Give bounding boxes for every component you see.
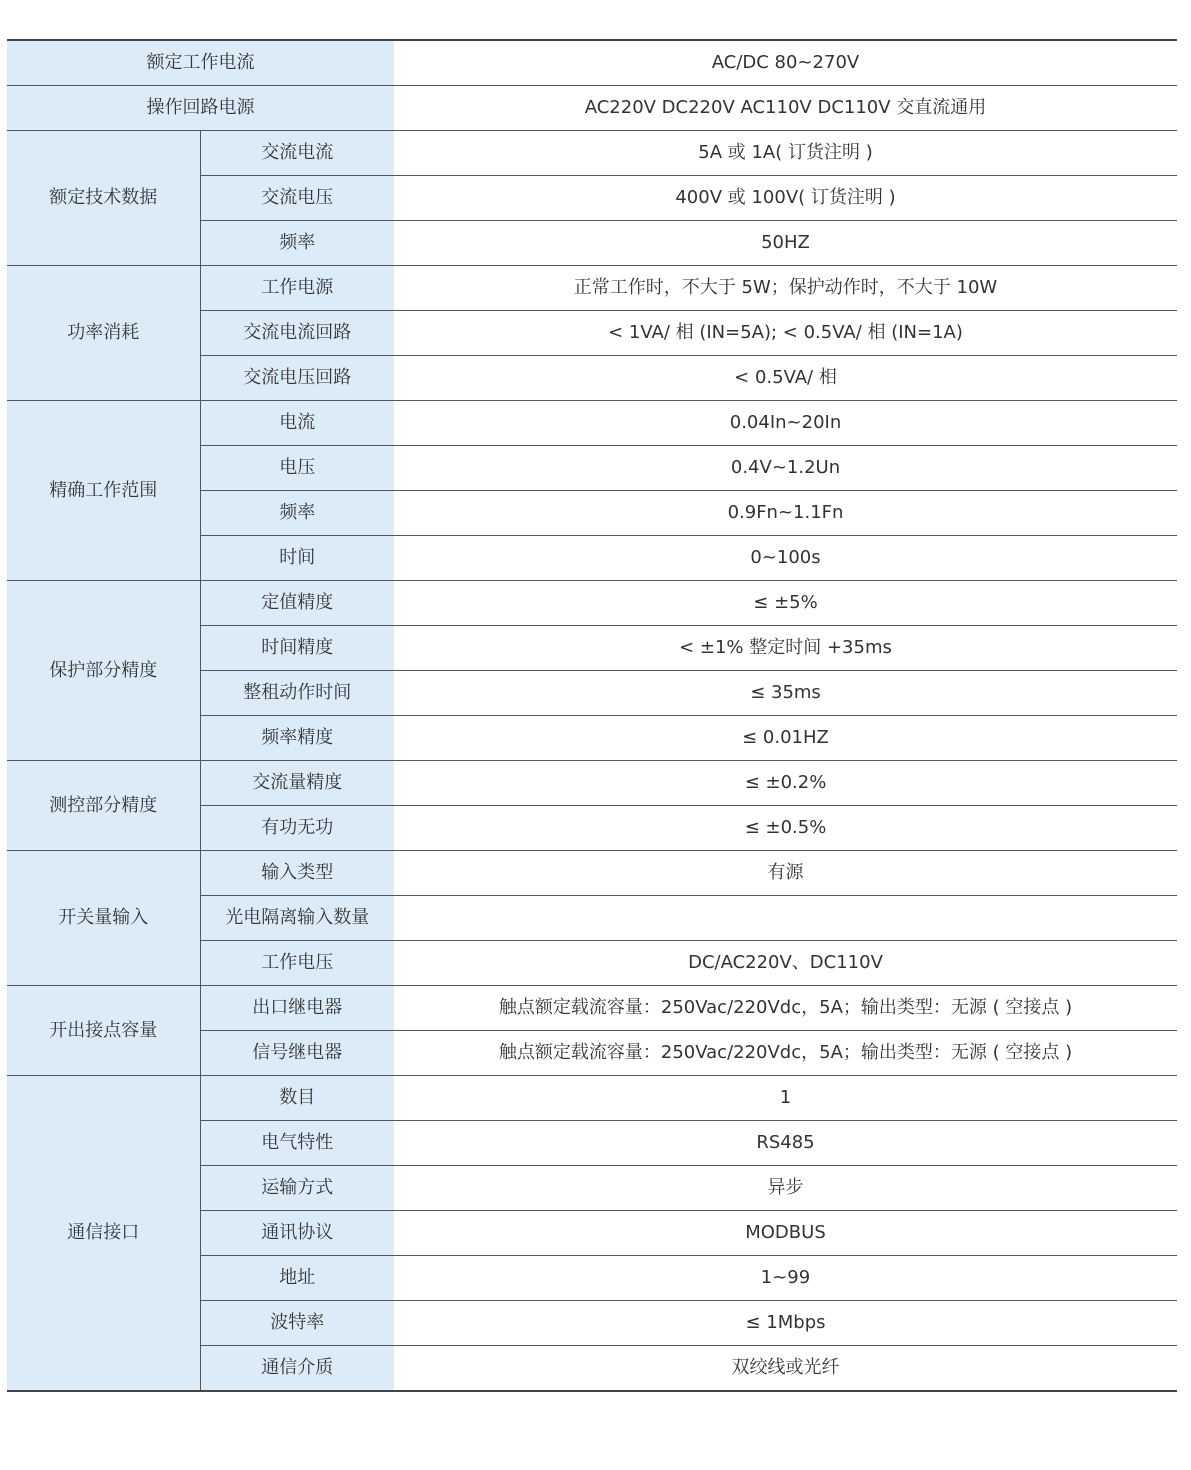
row-label: 定值精度 xyxy=(200,581,394,626)
row-value: 50HZ xyxy=(394,221,1177,266)
row-value: 5A 或 1A( 订货注明 ) xyxy=(394,131,1177,176)
row-value: AC/DC 80~270V xyxy=(394,40,1177,86)
row-value: < 0.5VA/ 相 xyxy=(394,356,1177,401)
row-value: 1 xyxy=(394,1076,1177,1121)
row-value: 1~99 xyxy=(394,1256,1177,1301)
group-title: 开出接点容量 xyxy=(7,986,200,1076)
row-value: ≤ ±0.5% xyxy=(394,806,1177,851)
row-value xyxy=(394,896,1177,941)
table-row xyxy=(7,40,1177,86)
row-value: ≤ ±0.2% xyxy=(394,761,1177,806)
group-title: 开关量输入 xyxy=(7,851,200,986)
row-label: 交流电压回路 xyxy=(200,356,394,401)
row-label: 电气特性 xyxy=(200,1121,394,1166)
row-value: AC220V DC220V AC110V DC110V 交直流通用 xyxy=(394,86,1177,131)
table-row xyxy=(7,581,1177,626)
row-label: 时间 xyxy=(200,536,394,581)
table-row xyxy=(7,851,1177,896)
row-value: 触点额定载流容量：250Vac/220Vdc，5A；输出类型：无源 ( 空接点 ) xyxy=(394,1031,1177,1076)
row-value: 0.04In~20In xyxy=(394,401,1177,446)
group-title: 功率消耗 xyxy=(7,266,200,401)
row-label: 输入类型 xyxy=(200,851,394,896)
row-label: 整租动作时间 xyxy=(200,671,394,716)
row-label: 时间精度 xyxy=(200,626,394,671)
row-value: ≤ 1Mbps xyxy=(394,1301,1177,1346)
table-row xyxy=(7,266,1177,311)
row-label: 出口继电器 xyxy=(200,986,394,1031)
row-value: 正常工作时，不大于 5W；保护动作时，不大于 10W xyxy=(394,266,1177,311)
group-title: 精确工作范围 xyxy=(7,401,200,581)
row-value: 异步 xyxy=(394,1166,1177,1211)
row-value: 双绞线或光纤 xyxy=(394,1346,1177,1392)
row-label: 通信介质 xyxy=(200,1346,394,1392)
table-row xyxy=(7,761,1177,806)
table-row xyxy=(7,1076,1177,1121)
table-row xyxy=(7,401,1177,446)
row-value: DC/AC220V、DC110V xyxy=(394,941,1177,986)
table-row xyxy=(7,86,1177,131)
row-label: 电压 xyxy=(200,446,394,491)
row-label: 波特率 xyxy=(200,1301,394,1346)
group-title: 通信接口 xyxy=(7,1076,200,1392)
row-label: 额定工作电流 xyxy=(7,40,394,86)
row-label: 数目 xyxy=(200,1076,394,1121)
row-value: < 1VA/ 相 (IN=5A); < 0.5VA/ 相 (IN=1A) xyxy=(394,311,1177,356)
row-label: 电流 xyxy=(200,401,394,446)
row-label: 操作回路电源 xyxy=(7,86,394,131)
row-label: 频率 xyxy=(200,491,394,536)
row-value: 有源 xyxy=(394,851,1177,896)
group-title: 额定技术数据 xyxy=(7,131,200,266)
row-value: 0.9Fn~1.1Fn xyxy=(394,491,1177,536)
row-label: 工作电压 xyxy=(200,941,394,986)
row-value: MODBUS xyxy=(394,1211,1177,1256)
row-label: 地址 xyxy=(200,1256,394,1301)
row-label: 频率精度 xyxy=(200,716,394,761)
row-value: 0.4V~1.2Un xyxy=(394,446,1177,491)
row-label: 交流量精度 xyxy=(200,761,394,806)
row-label: 光电隔离输入数量 xyxy=(200,896,394,941)
row-value: 0~100s xyxy=(394,536,1177,581)
row-value: ≤ 0.01HZ xyxy=(394,716,1177,761)
row-label: 通讯协议 xyxy=(200,1211,394,1256)
row-label: 交流电流回路 xyxy=(200,311,394,356)
group-title: 测控部分精度 xyxy=(7,761,200,851)
row-label: 信号继电器 xyxy=(200,1031,394,1076)
row-label: 频率 xyxy=(200,221,394,266)
table-row xyxy=(7,986,1177,1031)
table-row xyxy=(7,131,1177,176)
row-value: < ±1% 整定时间 +35ms xyxy=(394,626,1177,671)
row-value: 400V 或 100V( 订货注明 ) xyxy=(394,176,1177,221)
row-value: ≤ ±5% xyxy=(394,581,1177,626)
spec-table xyxy=(7,39,1177,1392)
row-label: 运输方式 xyxy=(200,1166,394,1211)
row-value: 触点额定载流容量：250Vac/220Vdc，5A；输出类型：无源 ( 空接点 ) xyxy=(394,986,1177,1031)
row-value: ≤ 35ms xyxy=(394,671,1177,716)
row-label: 工作电源 xyxy=(200,266,394,311)
row-label: 交流电流 xyxy=(200,131,394,176)
row-value: RS485 xyxy=(394,1121,1177,1166)
row-label: 交流电压 xyxy=(200,176,394,221)
row-label: 有功无功 xyxy=(200,806,394,851)
group-title: 保护部分精度 xyxy=(7,581,200,761)
